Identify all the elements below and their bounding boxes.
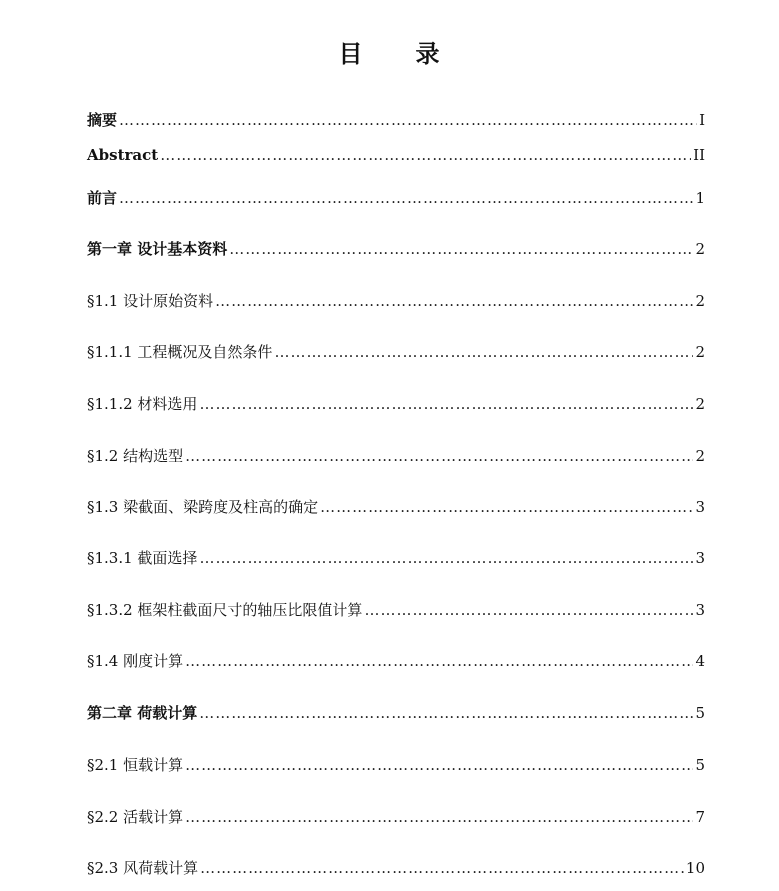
toc-entry-label: §2.2 活载计算 (87, 808, 184, 826)
title-char-left: 目 (338, 39, 364, 68)
toc-entry-label: §1.3 梁截面、梁跨度及柱高的确定 (87, 498, 319, 516)
toc-page-number: 2 (695, 343, 705, 361)
toc-entry-label: §1.3.1 截面选择 (87, 549, 198, 567)
toc-dot-leader (119, 109, 697, 131)
toc-dot-leader (274, 341, 693, 363)
toc-page-number: 1 (695, 189, 705, 207)
toc-entry[interactable] (87, 857, 705, 879)
toc-entry[interactable] (87, 754, 705, 776)
toc-entry[interactable] (87, 109, 705, 131)
toc-page-number: 3 (695, 601, 705, 619)
toc-dot-leader (185, 445, 693, 467)
toc-dot-leader (199, 547, 693, 569)
toc-page-number: 4 (695, 652, 705, 670)
toc-page-number: 3 (695, 549, 705, 567)
toc-entry-label: §1.4 刚度计算 (87, 652, 184, 670)
toc-entry[interactable] (87, 702, 705, 724)
toc-entry[interactable] (87, 144, 705, 166)
toc-dot-leader (119, 187, 693, 209)
toc-dot-leader (320, 496, 693, 518)
toc-entry-label: §1.3.2 框架柱截面尺寸的轴压比限值计算 (87, 601, 363, 619)
toc-entry-label: §1.2 结构选型 (87, 447, 184, 465)
toc-entry[interactable] (87, 238, 705, 260)
toc-entry[interactable] (87, 187, 705, 209)
toc-entry-label: 第二章 荷载计算 (87, 704, 198, 722)
toc-dot-leader (215, 290, 693, 312)
toc-page-number: I (699, 111, 705, 129)
toc-entry-label: §1.1.1 工程概况及自然条件 (87, 343, 273, 361)
toc-page-number: 2 (695, 292, 705, 310)
toc-page-number: 5 (695, 704, 705, 722)
toc-entry-label: §1.1 设计原始资料 (87, 292, 214, 310)
toc-page-number: 2 (695, 240, 705, 258)
title-char-right: 录 (415, 39, 441, 68)
toc-entry-label: 摘要 (87, 111, 118, 129)
toc-page-number: 2 (695, 395, 705, 413)
toc-entry[interactable] (87, 445, 705, 467)
toc-entry[interactable] (87, 393, 705, 415)
toc-dot-leader (199, 393, 693, 415)
toc-entry-label: Abstract (87, 146, 159, 164)
toc-entry[interactable] (87, 290, 705, 312)
toc-entry[interactable] (87, 806, 705, 828)
toc-dot-leader (185, 650, 693, 672)
toc-page-number: II (693, 146, 705, 164)
toc-entry-label: §2.3 风荷载计算 (87, 859, 199, 877)
toc-dot-leader (200, 857, 684, 879)
toc-entry-label: 前言 (87, 189, 118, 207)
toc-page-number: 10 (685, 859, 705, 877)
toc-entry[interactable] (87, 496, 705, 518)
toc-page-number: 3 (695, 498, 705, 516)
toc-page-number: 7 (695, 808, 705, 826)
toc-dot-leader (185, 754, 693, 776)
toc-entry[interactable] (87, 599, 705, 621)
toc-page-number: 2 (695, 447, 705, 465)
toc-entry[interactable] (87, 341, 705, 363)
toc-dot-leader (229, 238, 693, 260)
toc-dot-leader (160, 144, 691, 166)
toc-entry[interactable] (87, 650, 705, 672)
toc-dot-leader (364, 599, 693, 621)
toc-entry-label: §1.1.2 材料选用 (87, 395, 198, 413)
toc-dot-leader (199, 702, 693, 724)
toc-page-number: 5 (695, 756, 705, 774)
toc-dot-leader (185, 806, 693, 828)
toc-entry-label: §2.1 恒载计算 (87, 756, 184, 774)
page-title (0, 34, 779, 69)
toc-entry-label: 第一章 设计基本资料 (87, 240, 228, 258)
toc-entry[interactable] (87, 547, 705, 569)
